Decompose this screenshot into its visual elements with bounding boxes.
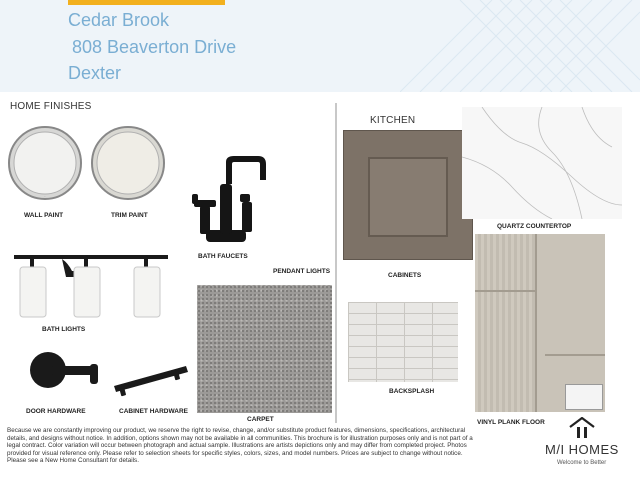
legal-disclaimer: Because we are constantly improving our product, we reserve the right to revise, change, and/or substitute product features, dimensions, specifications, architectural details, and designs without notice. In addition, options shown may not be available in all communities. This brochure is for illustration purposes only and is not part of a legal contract. Color variation will occur between photograph and actual sample. Illustrations are artists depictions only and may differ from completed project. Photos provided for visual reference only. Please refer to selection sheets for specific styles, colors, sizes, and model numbers. Prices are subject to change without notice. Please see a New Home Consultant for details. xyxy=(7,427,473,465)
wall-paint-swatch xyxy=(6,121,84,205)
bath-lights-label: BATH LIGHTS xyxy=(42,326,86,333)
vinyl-plank-floor-label: VINYL PLANK FLOOR xyxy=(477,419,545,426)
community-name: Cedar Brook xyxy=(68,10,170,30)
kitchen-title: KITCHEN xyxy=(370,115,416,126)
header-accent-bar xyxy=(68,0,225,5)
header-decorative-lines xyxy=(400,0,640,92)
cabinet-hardware-image xyxy=(110,356,194,400)
quartz-countertop-label: QUARTZ COUNTERTOP xyxy=(497,223,572,230)
bath-lights-image xyxy=(12,251,170,321)
carpet-swatch xyxy=(197,285,332,413)
bath-faucets-label: BATH FAUCETS xyxy=(198,253,248,260)
city-name: Dexter xyxy=(68,63,122,83)
home-finishes-title: HOME FINISHES xyxy=(10,101,92,112)
vinyl-plank-floor-swatch xyxy=(475,234,605,412)
pendant-lights-label: PENDANT LIGHTS xyxy=(273,268,331,275)
section-divider xyxy=(335,103,337,423)
door-hardware-image xyxy=(20,346,100,404)
carpet-label: CARPET xyxy=(247,416,274,423)
logo-tagline: Welcome to Better xyxy=(557,460,607,466)
cabinet-hardware-label: CABINET HARDWARE xyxy=(119,408,188,415)
logo-text: M/I HOMES xyxy=(545,442,619,457)
trim-paint-label: TRIM PAINT xyxy=(111,212,148,219)
house-roof-icon xyxy=(569,417,595,439)
cabinets-label: CABINETS xyxy=(388,272,422,279)
bath-faucet-image xyxy=(188,154,270,246)
street-address: 808 Beaverton Drive xyxy=(72,37,237,57)
backsplash-label: BACKSPLASH xyxy=(389,388,435,395)
wall-paint-label: WALL PAINT xyxy=(24,212,64,219)
cabinet-door-swatch xyxy=(343,130,473,260)
door-hardware-label: DOOR HARDWARE xyxy=(26,408,86,415)
svg-text:·: · xyxy=(44,195,46,199)
trim-paint-swatch xyxy=(89,121,167,205)
mi-homes-logo xyxy=(527,415,637,475)
header-banner xyxy=(0,0,640,92)
quartz-countertop-swatch xyxy=(462,107,622,219)
backsplash-swatch xyxy=(348,302,458,382)
